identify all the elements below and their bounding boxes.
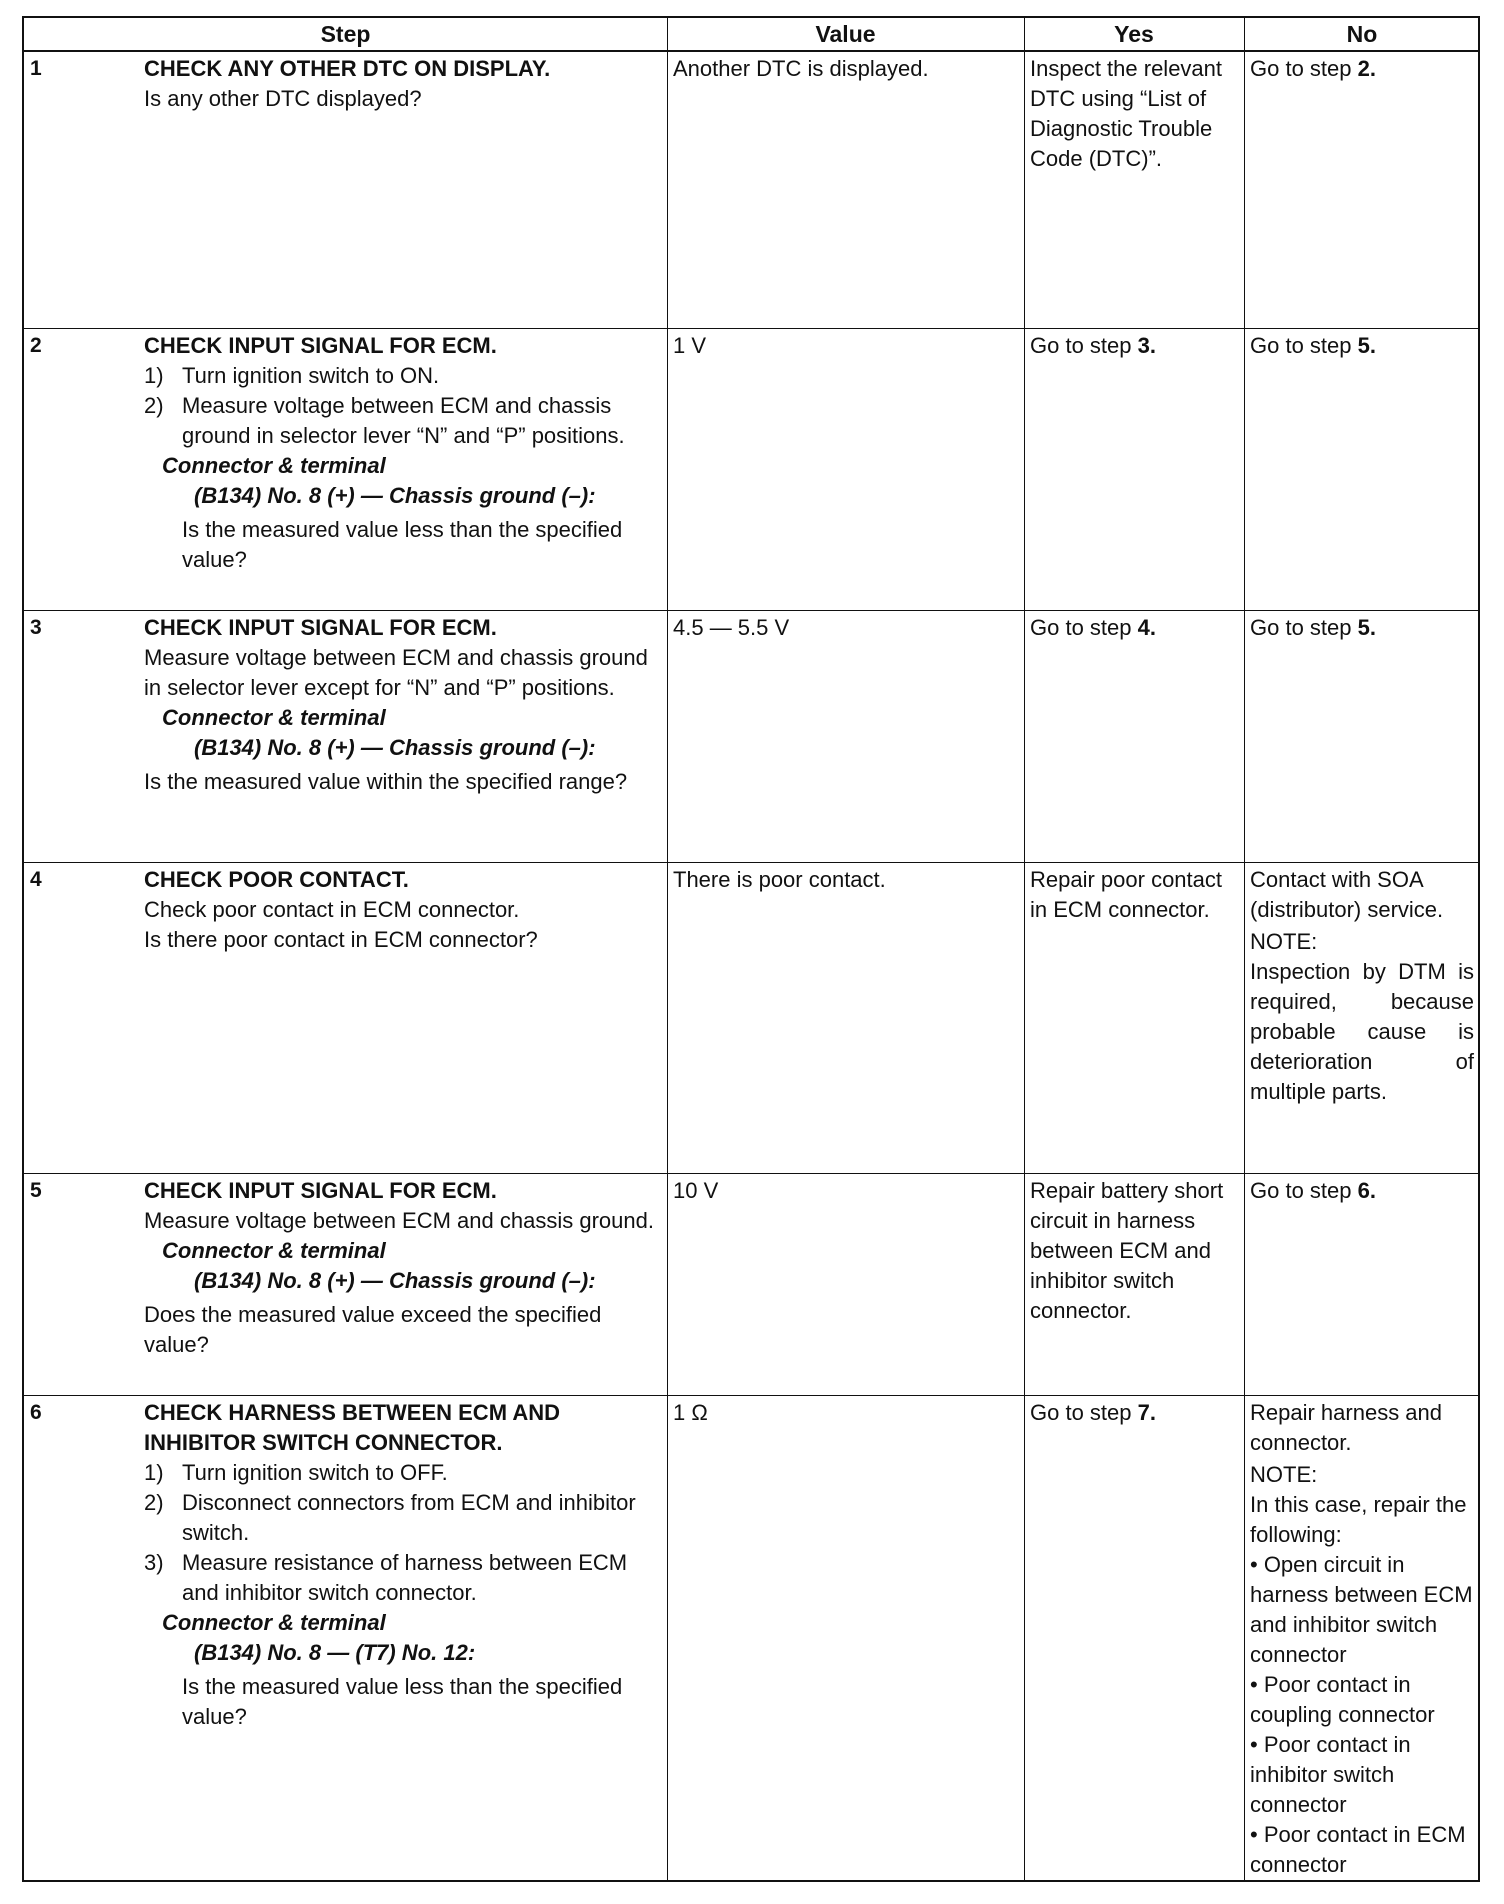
header-yes: Yes [1114, 21, 1154, 47]
no-action: Contact with SOA (distributor) service. [1250, 867, 1444, 922]
procedure-list [144, 361, 661, 451]
yes-prefix: Go to step [1030, 615, 1138, 640]
table-row [24, 862, 1478, 1173]
step-body: Measure voltage between ECM and chassis ground in selector lever except for “N” and “P” positions. [144, 645, 648, 700]
value-cell: 4.5 — 5.5 V [673, 615, 790, 640]
procedure-item: 1) Turn ignition switch to ON. [144, 363, 440, 388]
yes-cell [1024, 1396, 1244, 1430]
cause-list [1250, 1550, 1474, 1880]
step-title: CHECK INPUT SIGNAL FOR ECM. [144, 333, 497, 358]
yes-prefix: Go to step [1030, 333, 1138, 358]
procedure-item: 3) Measure resistance of harness between ECM and inhibitor switch connector. [144, 1550, 628, 1605]
no-cell [1244, 863, 1480, 1109]
yes-cell: Repair poor contact in ECM connector. [1030, 867, 1222, 922]
step-number: 2 [30, 334, 42, 357]
step-content [138, 52, 667, 116]
connector-label: Connector & terminal [162, 453, 386, 478]
connector-label: Connector & terminal [162, 1238, 386, 1263]
yes-cell [1024, 611, 1244, 645]
no-prefix: Go to step [1250, 1178, 1358, 1203]
no-prefix: Go to step [1250, 333, 1358, 358]
no-cell [1244, 1396, 1480, 1882]
procedure-item: 2) Measure voltage between ECM and chassis ground in selector lever “N” and “P” positions. [144, 393, 625, 448]
note-text: Inspection by DTM is required, because probable cause is deterioration of multiple parts. [1250, 959, 1474, 1104]
value-cell: 1 V [673, 333, 707, 358]
procedure-item: 1) Turn ignition switch to OFF. [144, 1460, 448, 1485]
step-question: Is any other DTC displayed? [144, 86, 422, 111]
no-step-ref: 5. [1357, 333, 1376, 358]
no-action: Repair harness and connector. [1250, 1400, 1443, 1455]
step-content [138, 329, 667, 577]
no-cell [1244, 329, 1480, 363]
table-row [24, 52, 1478, 328]
step-title: CHECK ANY OTHER DTC ON DISPLAY. [144, 56, 551, 81]
step-title: CHECK POOR CONTACT. [144, 867, 409, 892]
step-question: Is there poor contact in ECM connector? [144, 927, 538, 952]
yes-cell: Inspect the relevant DTC using “List of Diagnostic Trouble Code (DTC)”. [1030, 56, 1223, 171]
connector-label: Connector & terminal [162, 1610, 386, 1635]
step-content [138, 1174, 667, 1362]
yes-step-ref: 4. [1137, 615, 1156, 640]
list-item: • Poor contact in ECM connector [1250, 1822, 1466, 1877]
header-step: Step [320, 21, 371, 47]
step-body: Measure voltage between ECM and chassis ground. [144, 1208, 654, 1233]
step-body: Check poor contact in ECM connector. [144, 897, 520, 922]
connector-terminal: (B134) No. 8 (+) — Chassis ground (–): [194, 1268, 596, 1293]
connector-terminal: (B134) No. 8 (+) — Chassis ground (–): [194, 483, 596, 508]
yes-step-ref: 3. [1137, 333, 1156, 358]
connector-label: Connector & terminal [162, 705, 386, 730]
procedure-item: 2) Disconnect connectors from ECM and inhibitor switch. [144, 1490, 636, 1545]
step-number: 3 [30, 616, 42, 639]
no-cell [1244, 52, 1480, 86]
table-header [24, 18, 1478, 52]
no-step-ref: 2. [1357, 56, 1376, 81]
step-number: 6 [30, 1401, 42, 1424]
step-number: 5 [30, 1179, 42, 1202]
table-row [24, 1395, 1478, 1882]
step-number: 1 [30, 57, 42, 80]
diagnostic-table [22, 16, 1480, 1882]
list-item: • Poor contact in coupling connector [1250, 1672, 1435, 1727]
list-item: • Open circuit in harness between ECM and inhibitor switch connector [1250, 1552, 1473, 1667]
step-content [138, 611, 667, 799]
no-cell [1244, 1174, 1480, 1208]
note-text: In this case, repair the following: [1250, 1492, 1467, 1547]
step-question: Is the measured value within the specified range? [144, 769, 628, 794]
no-step-ref: 6. [1357, 1178, 1376, 1203]
no-prefix: Go to step [1250, 615, 1358, 640]
value-cell: There is poor contact. [673, 867, 886, 892]
value-cell: 10 V [673, 1178, 719, 1203]
table-row [24, 610, 1478, 862]
note-label: NOTE: [1250, 929, 1318, 954]
header-value: Value [815, 21, 876, 47]
step-number: 4 [30, 868, 42, 891]
yes-prefix: Go to step [1030, 1400, 1138, 1425]
connector-terminal: (B134) No. 8 (+) — Chassis ground (–): [194, 735, 596, 760]
table-row [24, 1173, 1478, 1395]
yes-cell [1024, 329, 1244, 363]
no-step-ref: 5. [1357, 615, 1376, 640]
value-cell: 1 Ω [673, 1400, 708, 1425]
yes-step-ref: 7. [1137, 1400, 1156, 1425]
step-content [138, 863, 667, 957]
step-content [138, 1396, 667, 1734]
step-question: Is the measured value less than the specified value? [182, 1674, 623, 1729]
step-question: Is the measured value less than the specified value? [182, 517, 623, 572]
table-row [24, 328, 1478, 610]
connector-terminal: (B134) No. 8 — (T7) No. 12: [194, 1640, 476, 1665]
yes-cell: Repair battery short circuit in harness between ECM and inhibitor switch connector. [1030, 1178, 1224, 1323]
no-cell [1244, 611, 1480, 645]
header-no: No [1346, 21, 1378, 47]
step-title: CHECK INPUT SIGNAL FOR ECM. [144, 615, 497, 640]
step-question: Does the measured value exceed the specified value? [144, 1302, 602, 1357]
step-title: CHECK INPUT SIGNAL FOR ECM. [144, 1178, 497, 1203]
procedure-list [144, 1458, 661, 1608]
list-item: • Poor contact in inhibitor switch connector [1250, 1732, 1411, 1817]
note-label: NOTE: [1250, 1462, 1318, 1487]
step-title: CHECK HARNESS BETWEEN ECM AND INHIBITOR SWITCH CONNECTOR. [144, 1400, 560, 1455]
value-cell: Another DTC is displayed. [673, 56, 929, 81]
no-prefix: Go to step [1250, 56, 1358, 81]
